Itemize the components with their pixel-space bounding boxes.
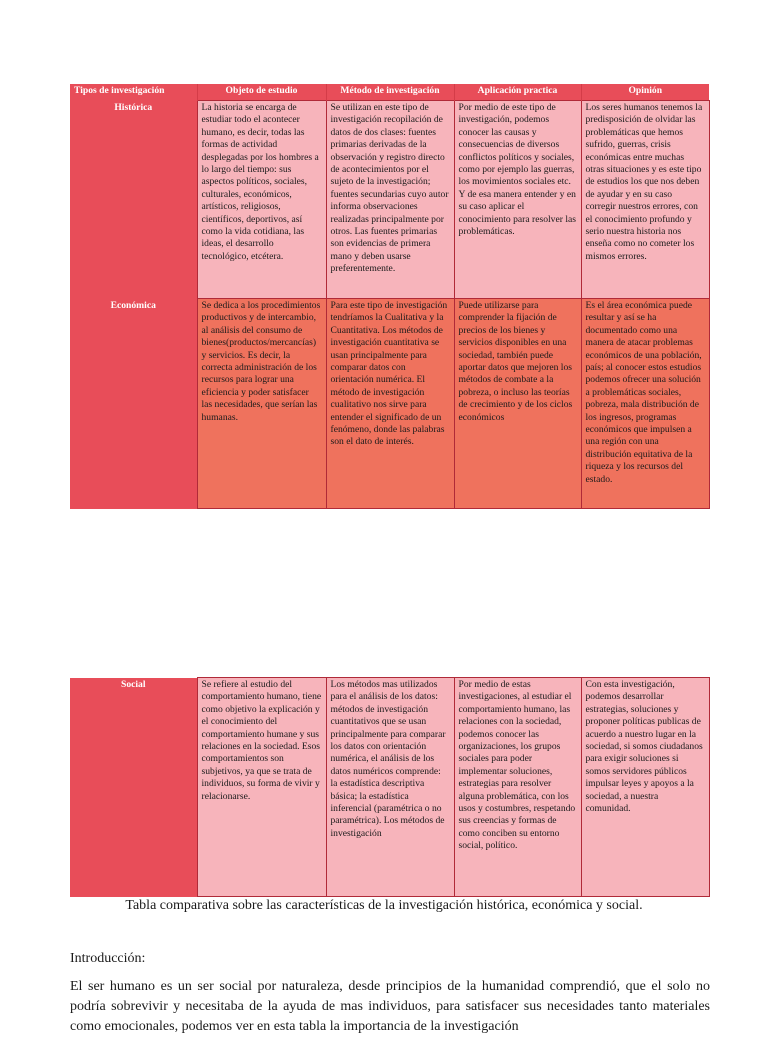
comparison-table-continued: [70, 677, 710, 897]
table-row-historica: [70, 101, 709, 299]
intro-paragraph: El ser humano es un ser social por naturaleza, desde principios de la humanidad comprendió, que el solo no podría sobrevivir y necesitaba de la ayuda de mas individuos, para satisfacer sus necesidades tanto materiales como emocionales, podemos ver en esta tabla la importancia de la investigación: [70, 979, 710, 1034]
cell-metodo: Los métodos mas utilizados para el análisis de los datos: métodos de investigación cuantitativos que se usan principalmente para comparar los datos con orientación numérica, el análisis de los datos numéricos comprende: la estadística descriptiva básica; la estadística inferencial (paramétrica o no paramétrica). Los métodos de investigación: [326, 678, 454, 897]
row-type-label: Social: [70, 678, 197, 897]
header-metodo: Método de investigación: [326, 84, 454, 101]
cell-objeto: La historia se encarga de estudiar todo el acontecer humano, es decir, todas las formas de actividad desplegadas por los hombres a lo largo del tiempo: sus aspectos políticos, sociales, culturales, económicos, artísticos, religiosos, científicos, deportivos, así como la vida cotidiana, las ideas, el desarrollo tecnológico, etcétera.: [197, 101, 326, 299]
header-aplicacion: Aplicación practica: [454, 84, 581, 101]
row-type-label: Histórica: [70, 101, 197, 299]
intro-heading: Introducción:: [70, 951, 146, 966]
table-header-row: [70, 84, 709, 101]
table-row-economica: [70, 299, 709, 509]
table-caption: Tabla comparativa sobre las características de la investigación histórica, económica y social.: [125, 898, 643, 913]
comparison-table: [70, 84, 710, 509]
cell-metodo: Para este tipo de investigación tendríamos la Cualitativa y la Cuantitativa. Los métodos de investigación cuantitativa se usan principalmente para comparar datos con orientación numérica. El método de investigación cualitativo nos sirve para entender el significado de un fenómeno, donde las palabras son el dato de interés.: [326, 299, 454, 509]
cell-objeto: Se dedica a los procedimientos productivos y de intercambio, al análisis del consumo de bienes(productos/mercancías) y servicios. Es decir, la correcta administración de los recursos para lograr una eficiencia y poder satisfacer las necesidades, que serían las humanas.: [197, 299, 326, 509]
cell-aplicacion: Por medio de este tipo de investigación, podemos conocer las causas y consecuencias de diversos conflictos políticos y sociales, como por ejemplo las guerras, los movimientos sociales etc. Y de esa manera entender y en su caso aplicar el conocimiento para resolver las problemáticas.: [454, 101, 581, 299]
header-opinion: Opinión: [581, 84, 709, 101]
cell-metodo: Se utilizan en este tipo de investigación recopilación de datos de dos clases: fuentes primarias derivadas de la observación y registro directo de acontecimientos por el sujeto de la investigación; fuentes secundarias cuyo autor informa observaciones realizadas principalmente por otros. Las fuentes primarias son evidencias de primera mano y deben usarse preferentemente.: [326, 101, 454, 299]
cell-opinion: Con esta investigación, podemos desarrollar estrategias, soluciones y proponer políticas publicas de acuerdo a nuestro lugar en la sociedad, si somos ciudadanos para exigir soluciones si somos servidores públicos impulsar leyes y apoyos a la sociedad, a nuestra comunidad.: [581, 678, 709, 897]
cell-opinion: Es el área económica puede resultar y así se ha documentado como una manera de atacar problemas económicos de una población, país; al conocer estos estudios podemos ofrecer una solución a problemáticas sociales, pobreza, mala distribución de los ingresos, programas económicos que impulsen a una región con una distribución equitativa de la riqueza y los recursos del estado.: [581, 299, 709, 509]
cell-objeto: Se refiere al estudio del comportamiento humano, tiene como objetivo la explicación y el conocimiento del comportamiento humane y sus relaciones en la sociedad. Esos comportamientos son subjetivos, ya que se trata de individuos, su forma de vivir y relacionarse.: [197, 678, 326, 897]
cell-aplicacion: Puede utilizarse para comprender la fijación de precios de los bienes y servicios disponibles en una sociedad, también puede aportar datos que mejoren los métodos de combate a la pobreza, o incluso las teorías de crecimiento y de los ciclos económicos: [454, 299, 581, 509]
cell-opinion: Los seres humanos tenemos la predisposición de olvidar las problemáticas que hemos sufrido, guerras, crisis económicas entre muchas otras situaciones y es este tipo de estudios los que nos deben de ayudar y en su caso corregir nuestros errores, con el conocimiento profundo y serio nuestra historia nos enseña como no cometer los mismos errores.: [581, 101, 709, 299]
header-tipos: Tipos de investigación: [70, 84, 197, 101]
row-type-label: Económica: [70, 299, 197, 509]
header-objeto: Objeto de estudio: [197, 84, 326, 101]
table-row-social: [70, 678, 709, 897]
cell-aplicacion: Por medio de estas investigaciones, al estudiar el comportamiento humano, las relaciones con la sociedad, podemos conocer las organizaciones, los grupos sociales para poder implementar soluciones, estrategias para resolver alguna problemática, con los usos y costumbres, respetando sus creencias y formas de como conciben su entorno social, político.: [454, 678, 581, 897]
